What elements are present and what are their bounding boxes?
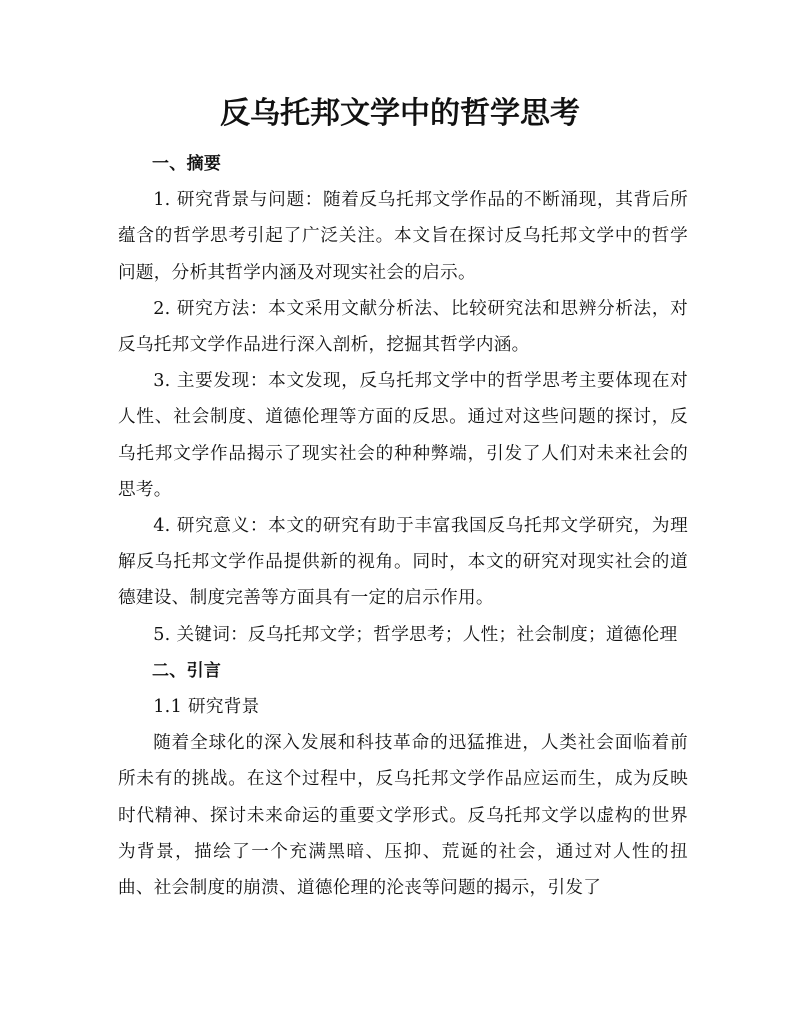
introduction-paragraph: 随着全球化的深入发展和科技革命的迅猛推进，人类社会面临着前所未有的挑战。在这个过程中，反乌托邦文学作品应运而生，成为反映时代精神、探讨未来命运的重要文学形式。反乌托邦文学以虚构的世界为背景，描绘了一个充满黑暗、压抑、荒诞的社会，通过对人性的扭曲、社会制度的崩溃、道德伦理的沦丧等问题的揭示，引发了 bbox=[118, 733, 688, 899]
abstract-paragraph-significance: 4. 研究意义：本文的研究有助于丰富我国反乌托邦文学研究，为理解反乌托邦文学作品提供新的视角。同时，本文的研究对现实社会的道德建设、制度完善等方面具有一定的启示作用。 bbox=[118, 516, 688, 609]
abstract-paragraph-methods: 2. 研究方法：本文采用文献分析法、比较研究法和思辨分析法，对反乌托邦文学作品进行深入剖析，挖掘其哲学内涵。 bbox=[118, 298, 688, 356]
abstract-paragraph-findings: 3. 主要发现：本文发现，反乌托邦文学中的哲学思考主要体现在对人性、社会制度、道德伦理等方面的反思。通过对这些问题的探讨，反乌托邦文学作品揭示了现实社会的种种弊端，引发了人们对未来社会的思考。 bbox=[118, 371, 688, 500]
document-title: 反乌托邦文学中的哲学思考 bbox=[220, 96, 580, 131]
section-heading-introduction: 二、引言 bbox=[152, 660, 222, 681]
document-body bbox=[118, 146, 688, 906]
subsection-heading-background: 1.1 研究背景 bbox=[153, 697, 260, 718]
section-heading-abstract: 一、摘要 bbox=[152, 154, 222, 174]
abstract-paragraph-background: 1. 研究背景与问题：随着反乌托邦文学作品的不断涌现，其背后所蕴含的哲学思考引起了广泛关注。本文旨在探讨反乌托邦文学中的哲学问题，分析其哲学内涵及对现实社会的启示。 bbox=[118, 190, 688, 283]
abstract-paragraph-keywords: 5. 关键词：反乌托邦文学；哲学思考；人性；社会制度；道德伦理 bbox=[153, 624, 678, 645]
